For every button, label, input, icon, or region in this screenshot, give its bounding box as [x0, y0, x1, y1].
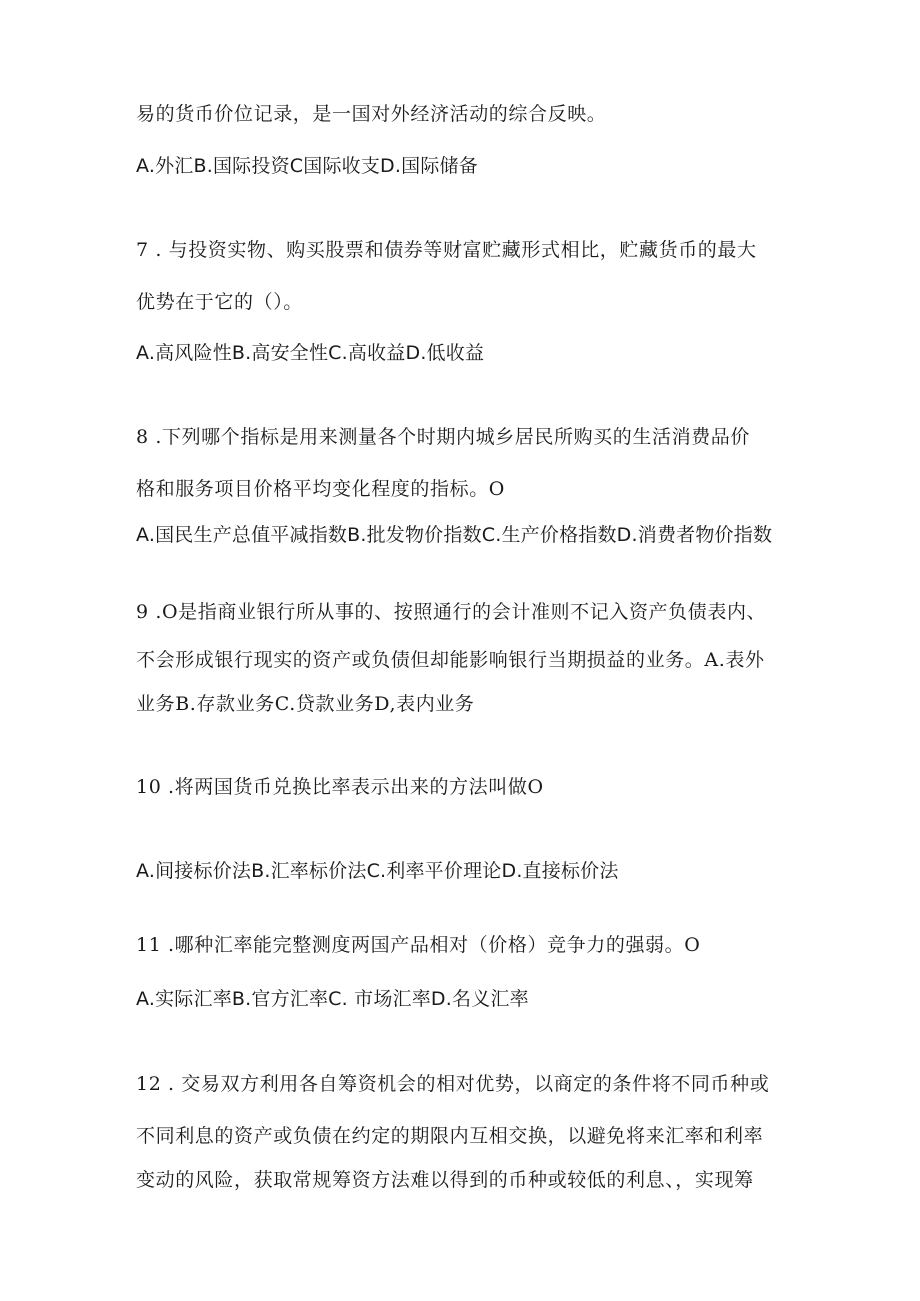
- q12-text-line-2: 不同利息的资产或负债在约定的期限内互相交换，以避免将来汇率和利率: [136, 1125, 764, 1147]
- q7-text-line-2: 优势在于它的（）。: [136, 291, 303, 313]
- q10-text-line-1: 10 .将两国货币兑换比率表示出来的方法叫做O: [136, 776, 544, 798]
- q8-text-line-1: 8 .下列哪个指标是用来测量各个时期内城乡居民所购买的生活消费品价: [136, 426, 750, 448]
- q12-text-line-1: 12 . 交易双方利用各自筹资机会的相对优势，以商定的条件将不同币种或: [136, 1073, 770, 1095]
- q11-options: A.实际汇率B.官方汇率C. 市场汇率D.名义汇率: [136, 988, 529, 1010]
- q6-options: A.外汇B.国际投资C国际收支D.国际储备: [136, 155, 478, 177]
- q8-options: A.国民生产总值平减指数B.批发物价指数C.生产价格指数D.消费者物价指数: [136, 524, 773, 546]
- q9-text-line-1: 9 .O是指商业银行所从事的、按照通行的会计准则不记入资产负债表内、: [136, 601, 767, 623]
- q6-continuation: 易的货币价位记录，是一国对外经济活动的综合反映。: [136, 103, 607, 125]
- q12-text-line-3: 变动的风险，获取常规筹资方法难以得到的币种或较低的利息、，实现筹: [136, 1169, 754, 1191]
- q7-options: A.高风险性B.高安全性C.高收益D.低收益: [136, 342, 485, 364]
- q8-text-line-2: 格和服务项目价格平均变化程度的指标。O: [136, 478, 505, 500]
- q11-text-line-1: 11 .哪种汇率能完整测度两国产品相对（价格）竞争力的强弱。O: [136, 934, 701, 956]
- q9-text-line-3: 业务B.存款业务C.贷款业务D,表内业务: [136, 693, 475, 715]
- q10-options: A.间接标价法B.汇率标价法C.利率平价理论D.直接标价法: [136, 860, 619, 882]
- q9-text-line-2: 不会形成银行现实的资产或负债但却能影响银行当期损益的业务。A.表外: [136, 649, 765, 671]
- q7-text-line-1: 7 . 与投资实物、购买股票和债券等财富贮藏形式相比，贮藏货币的最大: [136, 239, 757, 261]
